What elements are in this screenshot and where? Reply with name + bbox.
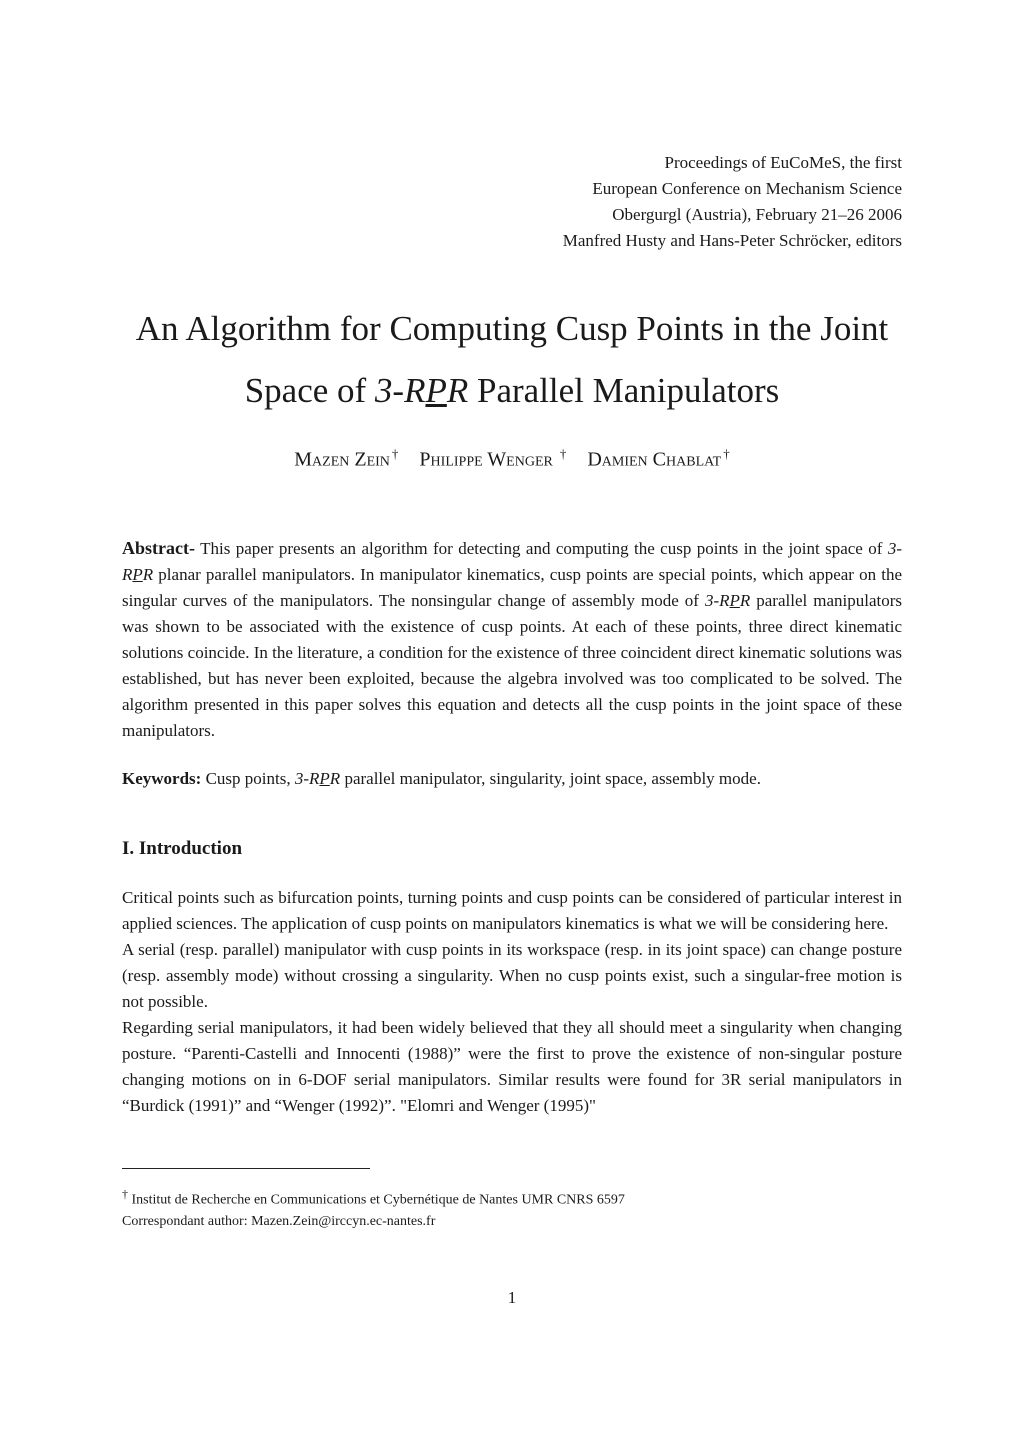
introduction-body: [122, 885, 902, 1119]
paragraph: A serial (resp. parallel) manipulator with cusp points in its workspace (resp. in its joint space) can change posture (resp. assembly mode) without crossing a singularity. When no cusp points exist, such a singular-free motion is not possible.: [122, 940, 902, 1011]
abstract: Abstract- This paper presents an algorithm for detecting and computing the cusp points in the joint space of 3-RPR planar parallel manipulators. In manipulator kinematics, cusp points are special points, which appear on the singular curves of the manipulators. The nonsingular change of assembly mode of 3-RPR parallel manipulators was shown to be associated with the existence of cusp points. At each of these points, three direct kinematic solutions coincide. In the literature, a condition for the existence of three coincident direct kinematic solutions was established, but has never been exploited, because the algebra involved was too complicated to be solved. The algorithm presented in this paper solves this equation and detects all the cusp points in the joint space of these manipulators.: [122, 538, 902, 740]
title-rpr: 3-RPR: [374, 371, 469, 410]
footnote-correspondence: Correspondant author: Mazen.Zein@irccyn.ec-nantes.fr: [122, 1214, 436, 1229]
title-line-1: An Algorithm for Computing Cusp Points in the Joint: [135, 309, 889, 348]
proceedings-line: European Conference on Mechanism Science: [592, 179, 902, 198]
author: Damien Chablat †: [587, 446, 730, 471]
author-list: [100, 446, 924, 472]
proceedings-line: Obergurgl (Austria), February 21–26 2006: [612, 205, 902, 224]
keywords: Keywords: Cusp points, 3-RPR parallel manipulator, singularity, joint space, assembly mode.: [122, 769, 761, 788]
paper-title: [100, 298, 924, 422]
paragraph: Critical points such as bifurcation points, turning points and cusp points can be considered of particular interest in applied sciences. The application of cusp points on manipulators kinematics is what we will be considering here.: [122, 888, 902, 933]
paragraph: Regarding serial manipulators, it had been widely believed that they all should meet a singularity when changing posture. “Parenti-Castelli and Innocenti (1988)” were the first to prove the existence of non-singular posture changing motions on in 6-DOF serial manipulators. Similar results were found for 3R serial manipulators in “Burdick (1991)” and “Wenger (1992)”. "Elomri and Wenger (1995)": [122, 1018, 902, 1115]
proceedings-header: [563, 150, 902, 254]
author: Mazen Zein †: [294, 446, 399, 471]
page-number: 1: [507, 1288, 517, 1307]
proceedings-line: Manfred Husty and Hans-Peter Schröcker, editors: [562, 231, 902, 250]
section-heading: I. Introduction: [122, 838, 243, 859]
abstract-label: Abstract-: [122, 538, 195, 558]
keywords-label: Keywords:: [122, 769, 202, 788]
footnote-affiliation: † Institut de Recherche en Communications et Cybernétique de Nantes UMR CNRS 6597: [122, 1187, 625, 1208]
title-line-2: Space of 3-RPR Parallel Manipulators: [244, 371, 780, 410]
footnote-divider: [122, 1168, 370, 1169]
author: Philippe Wenger †: [419, 446, 567, 471]
proceedings-line: Proceedings of EuCoMeS, the first: [664, 153, 902, 172]
